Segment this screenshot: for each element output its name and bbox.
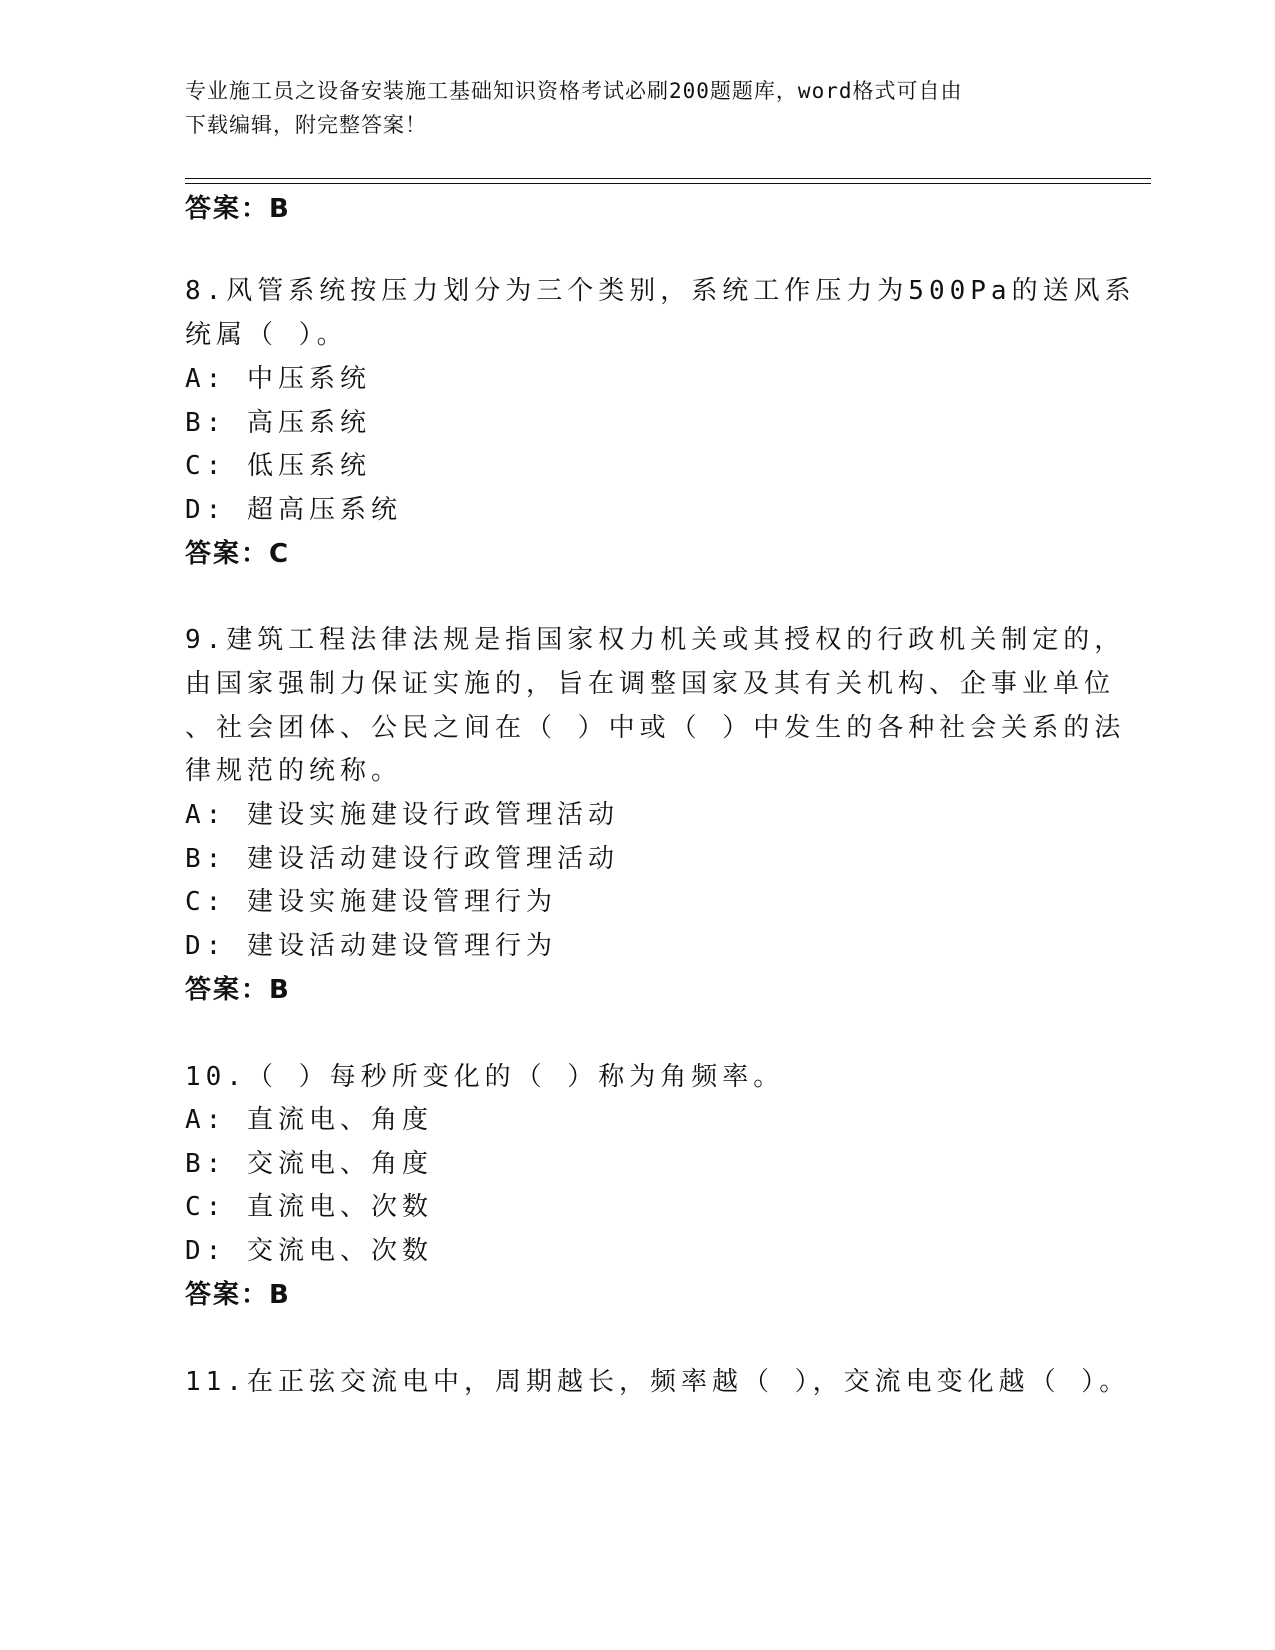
q8-option-d: D: 超高压系统 — [185, 495, 402, 525]
header-divider-bottom — [185, 183, 1151, 184]
q8-option-b: B: 高压系统 — [185, 408, 371, 438]
q8-option-c: C: 低压系统 — [185, 451, 371, 481]
q9-stem-line-3: 、社会团体、公民之间在（ ）中或（ ）中发生的各种社会关系的法 — [185, 713, 1126, 743]
header-divider-top — [185, 178, 1151, 179]
header-line-1: 专业施工员之设备安装施工基础知识资格考试必刷200题题库，word格式可自由 — [185, 79, 963, 103]
q10-stem-line-1: 10.（ ）每秒所变化的（ ）称为角频率。 — [185, 1062, 785, 1092]
q10-answer: 答案：B — [185, 1280, 291, 1310]
q8-stem-line-2: 统属（ ）。 — [185, 320, 348, 350]
q10-option-a: A: 直流电、角度 — [185, 1105, 433, 1135]
answer-prev: 答案：B — [185, 194, 291, 224]
q9-stem-line-1: 9.建筑工程法律法规是指国家权力机关或其授权的行政机关制定的， — [185, 625, 1126, 655]
q10-option-d: D: 交流电、次数 — [185, 1236, 433, 1266]
q10-option-c: C: 直流电、次数 — [185, 1192, 433, 1222]
q8-stem-line-1: 8.风管系统按压力划分为三个类别，系统工作压力为500Pa的送风系 — [185, 276, 1136, 306]
q9-answer: 答案：B — [185, 975, 291, 1005]
q9-stem-line-4: 律规范的统称。 — [185, 756, 403, 786]
q11-stem-line-1: 11.在正弦交流电中，周期越长，频率越（ ），交流电变化越（ ）。 — [185, 1367, 1131, 1397]
document-header — [185, 74, 1085, 142]
q8-answer: 答案：C — [185, 539, 291, 569]
q9-option-c: C: 建设实施建设管理行为 — [185, 887, 557, 917]
q10-option-b: B: 交流电、角度 — [185, 1149, 433, 1179]
q9-option-a: A: 建设实施建设行政管理活动 — [185, 800, 619, 830]
q8-option-a: A: 中压系统 — [185, 364, 371, 394]
q9-stem-line-2: 由国家强制力保证实施的，旨在调整国家及其有关机构、企事业单位 — [185, 669, 1116, 699]
q9-option-d: D: 建设活动建设管理行为 — [185, 931, 557, 961]
q9-option-b: B: 建设活动建设行政管理活动 — [185, 844, 619, 874]
header-line-2: 下载编辑，附完整答案！ — [185, 113, 427, 137]
